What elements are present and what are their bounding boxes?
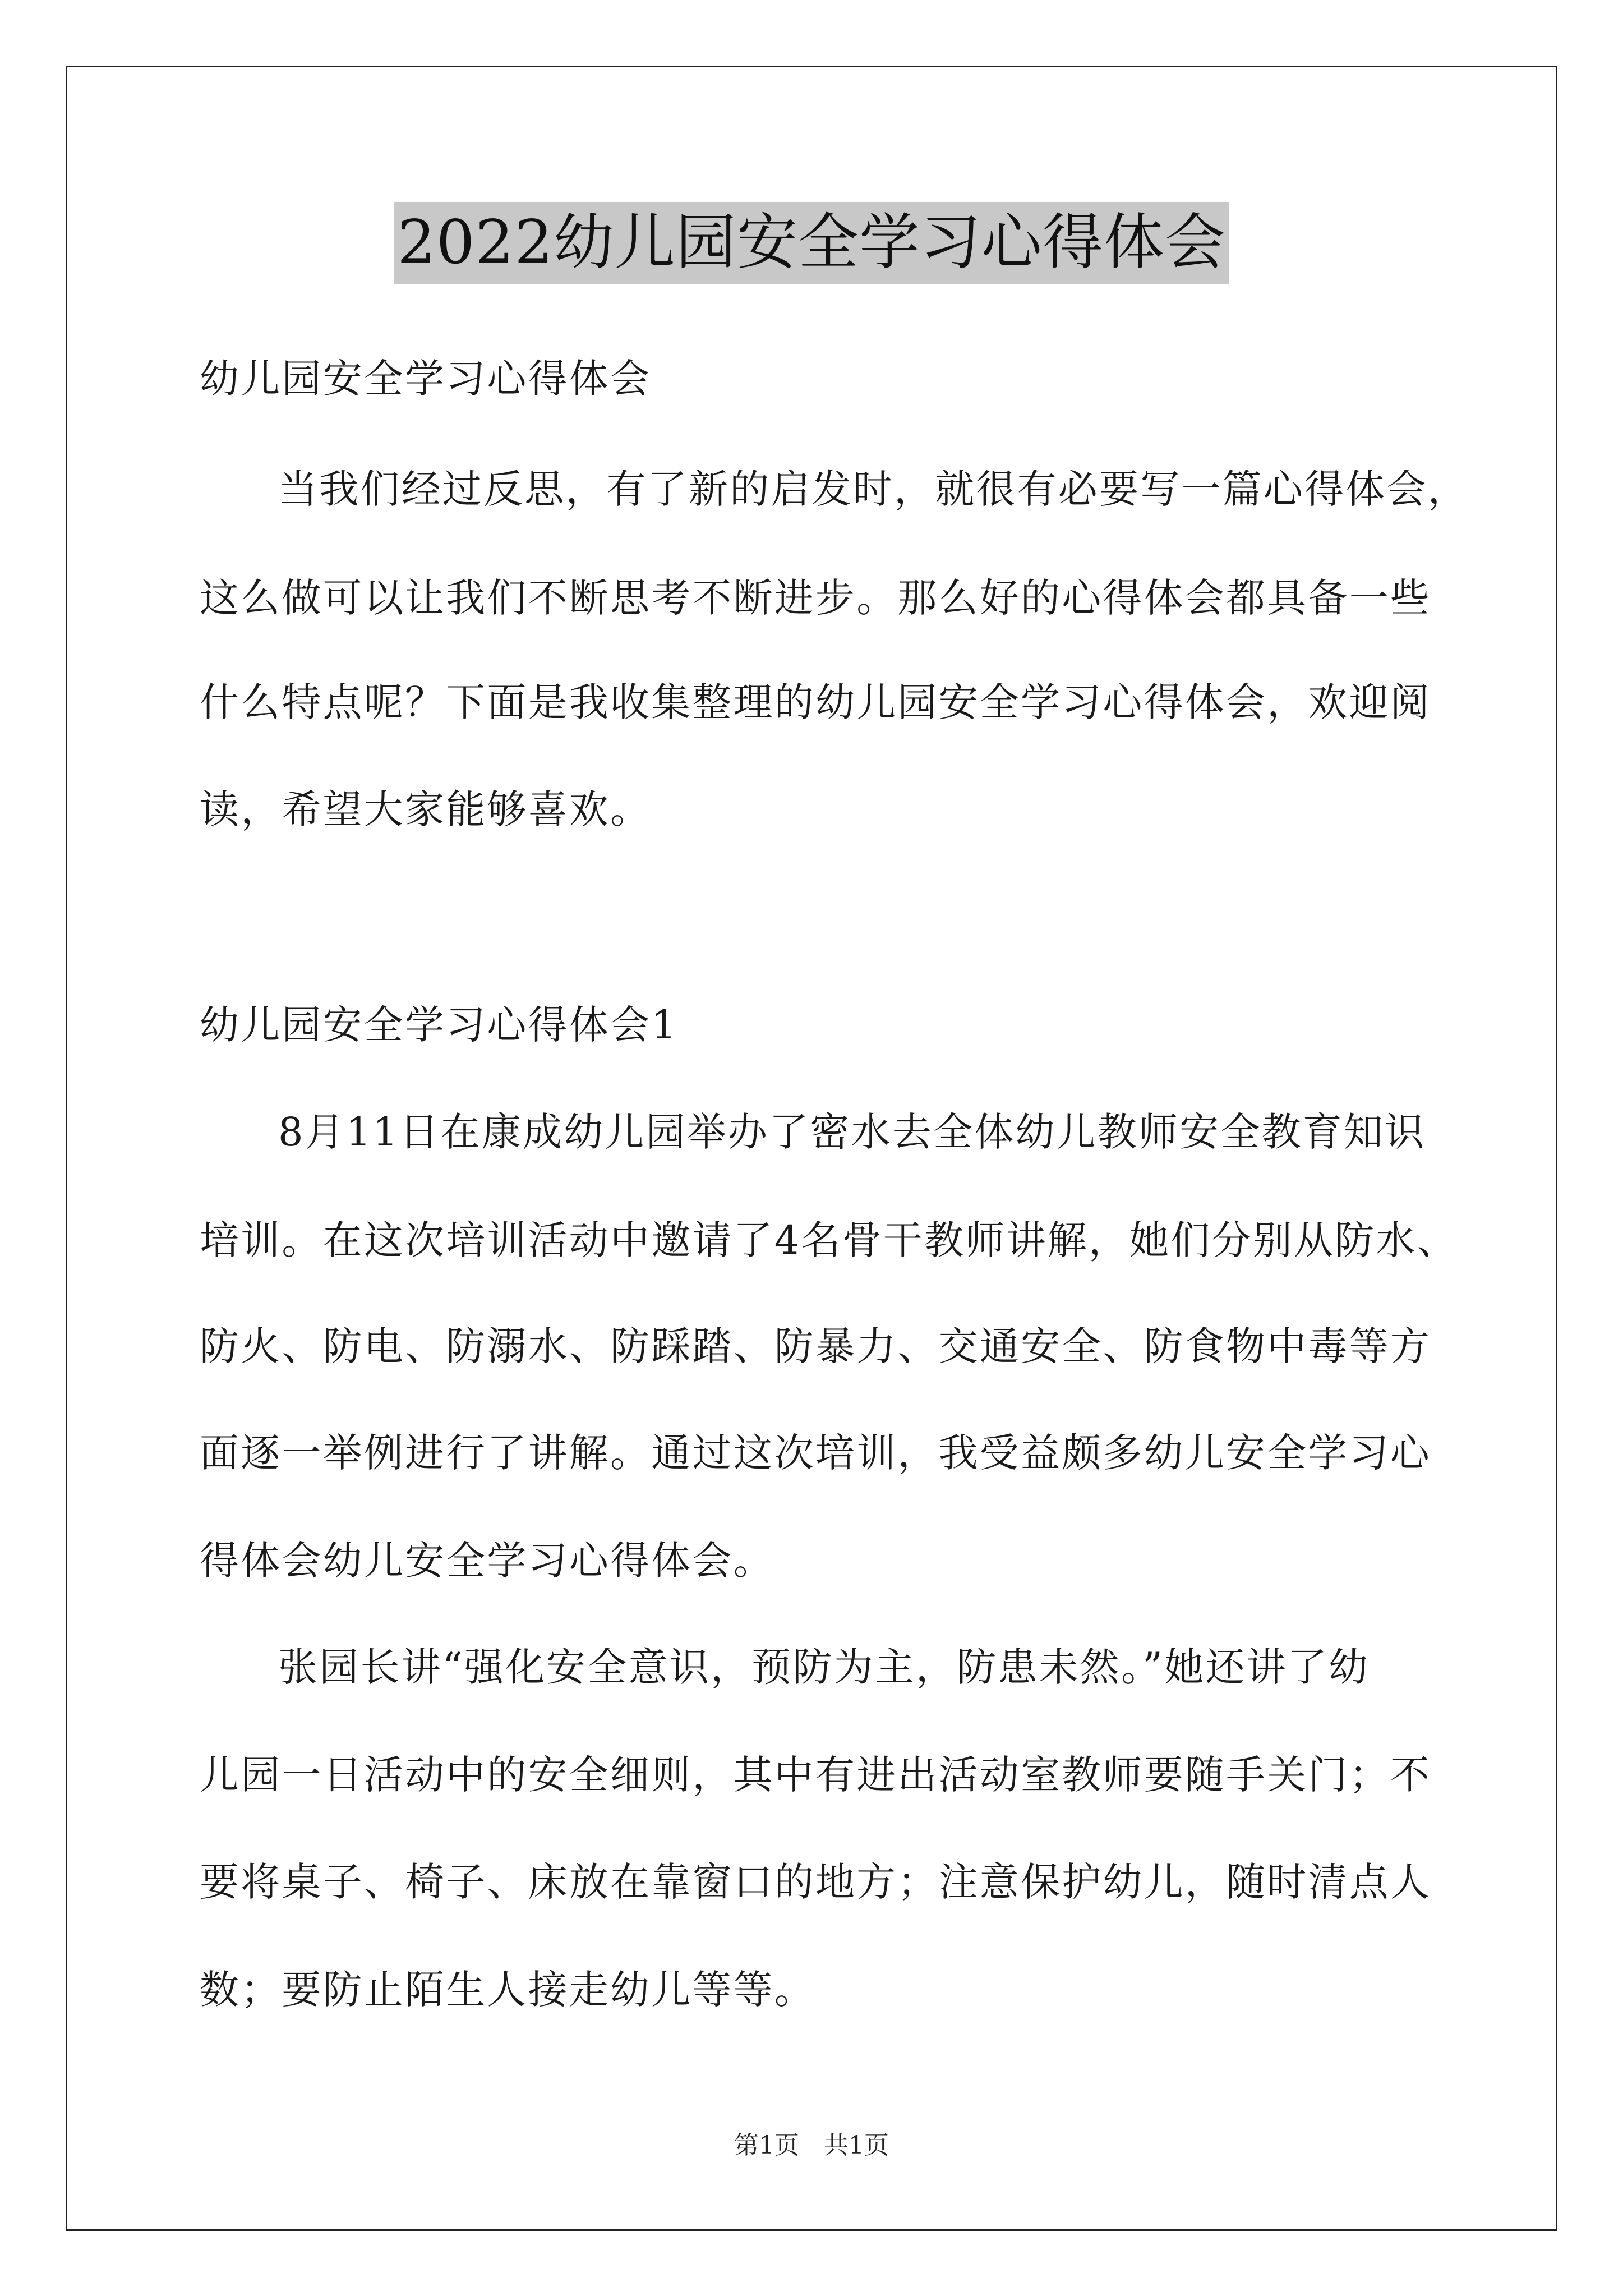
- para1-line-5: 得体会幼儿安全学习心得体会。: [200, 1538, 774, 1584]
- para2-line-3: 要将桌子、椅子、床放在靠窗口的地方；注意保护幼儿，随时清点人: [200, 1859, 1431, 1905]
- para1-line-4: 面逐一举例进行了讲解。通过这次培训，我受益颇多幼儿安全学习心: [200, 1430, 1431, 1476]
- para1-line-3: 防火、防电、防溺水、防踩踏、防暴力、交通安全、防食物中毒等方: [200, 1323, 1431, 1369]
- intro-line-4: 读，希望大家能够喜欢。: [200, 786, 652, 832]
- intro-line-2: 这么做可以让我们不断思考不断进步。那么好的心得体会都具备一些: [200, 575, 1431, 621]
- para1-line-1: 8月11日在康成幼儿园举办了密水去全体幼儿教师安全教育知识: [278, 1109, 1426, 1155]
- intro-line-3: 什么特点呢？下面是我收集整理的幼儿园安全学习心得体会，欢迎阅: [200, 679, 1431, 725]
- para1-line-2: 培训。在这次培训活动中邀请了4名骨干教师讲解，她们分别从防水、: [200, 1217, 1458, 1263]
- document-title: 2022幼儿园安全学习心得体会: [394, 202, 1229, 284]
- title-container: [0, 202, 1623, 284]
- para2-line-2: 儿园一日活动中的安全细则，其中有进出活动室教师要随手关门；不: [200, 1752, 1431, 1798]
- para2-line-4: 数；要防止陌生人接走幼儿等等。: [200, 1967, 815, 2013]
- page-footer: 第1页 共1页: [734, 2131, 889, 2160]
- intro-line-1: 当我们经过反思，有了新的启发时，就很有必要写一篇心得体会，: [278, 466, 1469, 512]
- para2-line-1: 张园长讲“强化安全意识，预防为主，防患未然。”她还讲了幼: [278, 1644, 1370, 1690]
- section-heading: 幼儿园安全学习心得体会1: [200, 1002, 678, 1048]
- subtitle: 幼儿园安全学习心得体会: [200, 356, 652, 402]
